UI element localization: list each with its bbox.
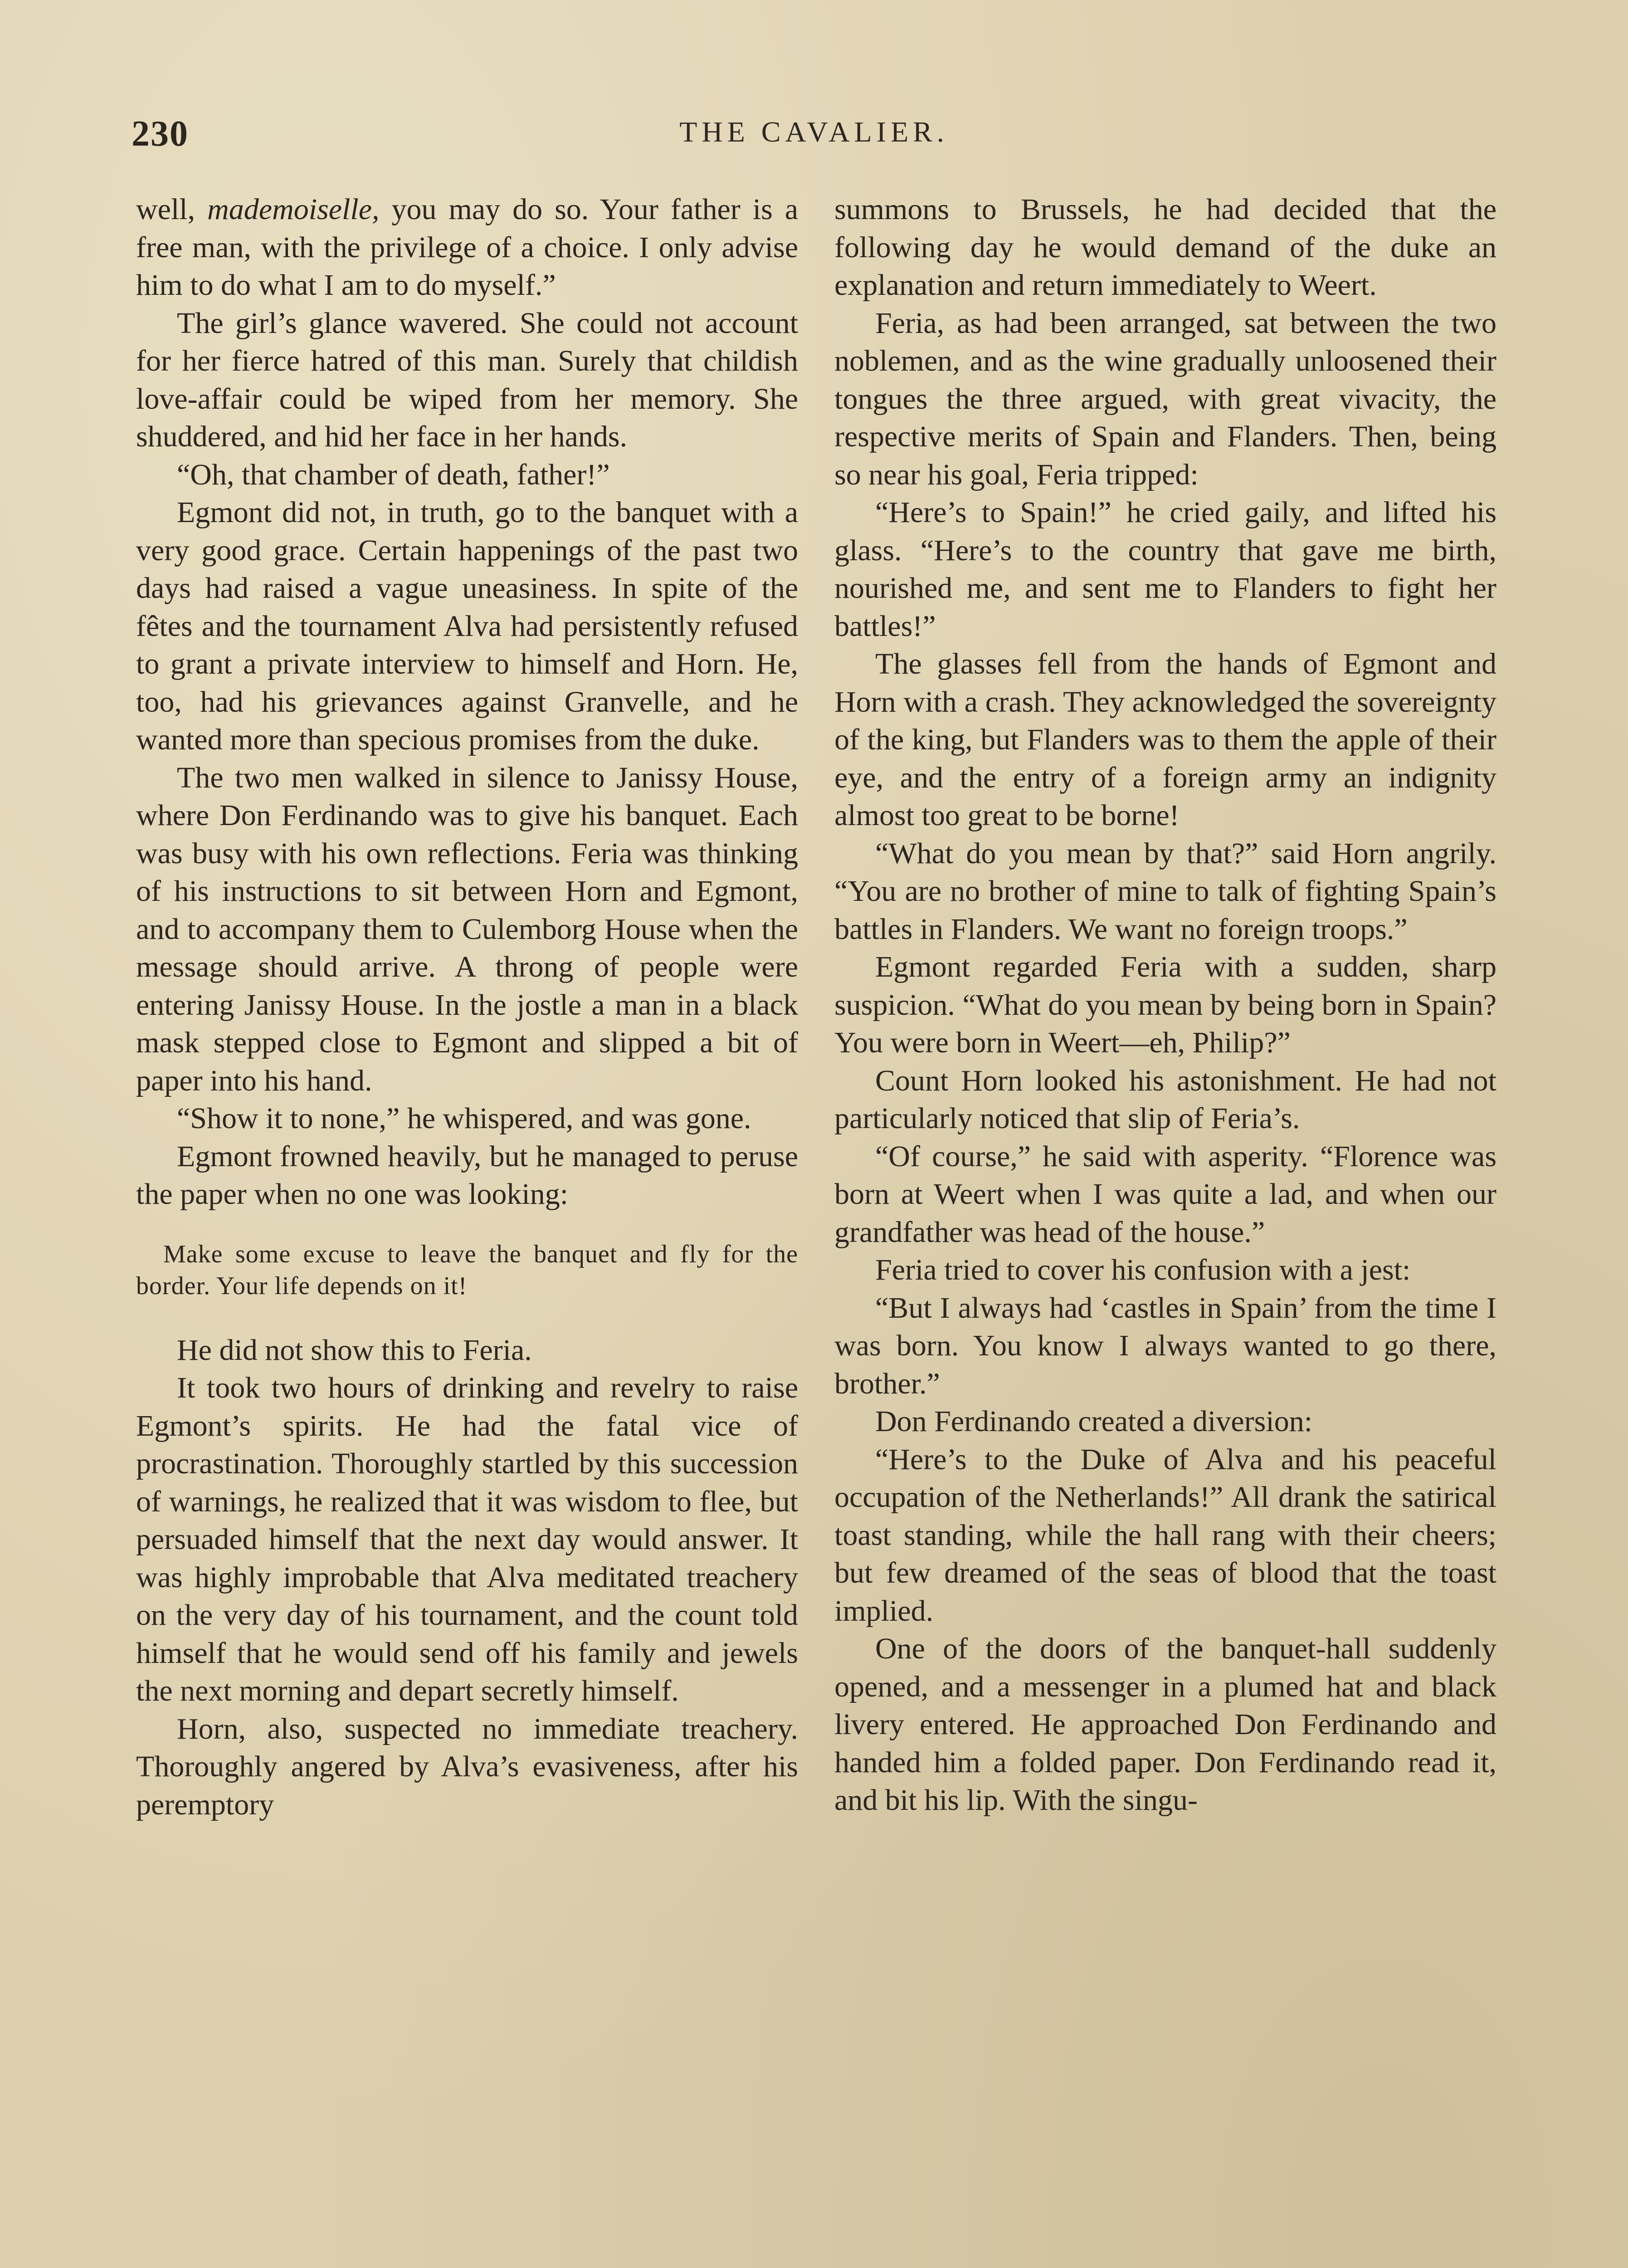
paragraph: Count Horn looked his astonishment. He had not particularly noticed that slip of Feria’s. [834,1064,1496,1135]
paragraph: Egmont did not, in truth, go to the banquet with a very good grace. Certain happenings of the past two days had raised a vague uneasiness. In spite of the fêtes and the tournament Alva had persistently refused to grant a private interview to himself and Horn. He, too, had his grievances against Granvelle, and he wanted more than specious promises from the duke. [136,496,798,756]
paragraph-text: you may do so. Your father is a free man, with the privilege of a choice. I only advise him to do what I am to do myself.” [136,193,798,302]
paragraph: “Here’s to the Duke of Alva and his peaceful occupation of the Netherlands!” All drank the satirical toast standing, while the hall rang with their cheers; but few dreamed of the seas of blood that the toast implied. [834,1442,1496,1628]
paragraph: “But I always had ‘castles in Spain’ from the time I was born. You know I always wanted to go there, brother.” [834,1291,1496,1400]
warning-note: Make some excuse to leave the banquet and fly for the border. Your life depends on it! [136,1240,798,1300]
paragraph: He did not show this to Feria. [177,1333,532,1367]
paragraph: The glasses fell from the hands of Egmont and Horn with a crash. They acknowledged the sovereignty of the king, but Flanders was to them the apple of their eye, and the entry of a foreign army an indignity almost too great to be borne! [834,647,1496,832]
paragraph: “Show it to none,” he whispered, and was gone. [177,1102,751,1135]
paragraph-text: well, [136,193,208,226]
paragraph: Egmont regarded Feria with a sudden, sharp suspicion. “What do you mean by being born in Spain? You were born in Weert—eh, Philip?” [834,950,1496,1059]
paragraph: Horn, also, suspected no immediate treachery. Thoroughly angered by Alva’s evasiveness, after his peremptory [136,1712,798,1821]
emphasized-word: mademoiselle, [207,193,380,226]
running-title: THE CAVALIER. [679,116,949,148]
paragraph: Feria, as had been arranged, sat between the two noblemen, and as the wine gradually unloosened their tongues the three argued, with great vivacity, the respective merits of Spain and Flanders. Then, being so near his goal, Feria tripped: [834,306,1496,491]
paragraph: One of the doors of the banquet-hall suddenly opened, and a messenger in a plumed hat and black livery entered. He approached Don Ferdinando and handed him a folded paper. Don Ferdinando read it, and bit his lip. With the singu- [834,1632,1496,1817]
paragraph: The two men walked in silence to Janissy House, where Don Ferdinando was to give his banquet. Each was busy with his own reflections. Feria was thinking of his instructions to sit between Horn and Egmont, and to accompany them to Culemborg House when the message should arrive. A throng of people were entering Janissy House. In the jostle a man in a black mask stepped close to Egmont and slipped a bit of paper into his hand. [136,761,798,1097]
paragraph: Don Ferdinando created a diversion: [875,1405,1313,1438]
left-column [136,191,798,1823]
page-number: 230 [132,114,189,154]
paragraph: summons to Brussels, he had decided that the following day he would demand of the duke an explanation and return immediately to Weert. [834,193,1496,302]
page-header [132,113,1496,163]
paragraph: “Of course,” he said with asperity. “Florence was born at Weert when I was quite a lad, and when our grandfather was head of the house.” [834,1139,1496,1249]
right-column [834,191,1496,1819]
paragraph: “What do you mean by that?” said Horn angrily. “You are no brother of mine to talk of fighting Spain’s battles in Flanders. We want no foreign troops.” [834,836,1496,946]
paragraph: “Here’s to Spain!” he cried gaily, and lifted his glass. “Here’s to the country that gave me birth, nourished me, and sent me to Flanders to fight her battles!” [834,496,1496,643]
paragraph: “Oh, that chamber of death, father!” [177,458,610,491]
paragraph: Egmont frowned heavily, but he managed to peruse the paper when no one was looking: [136,1139,798,1211]
paragraph: The girl’s glance wavered. She could not account for her fierce hatred of this man. Surely that childish love-affair could be wiped from her memory. She shuddered, and hid her face in her hands. [136,306,798,453]
paragraph: Feria tried to cover his confusion with a jest: [875,1253,1411,1286]
paragraph [136,191,798,304]
paragraph: It took two hours of drinking and revelry to raise Egmont’s spirits. He had the fatal vice of procrastination. Thoroughly startled by this succession of warnings, he realized that it was wisdom to flee, but persuaded himself that the next day would answer. It was highly improbable that Alva meditated treachery on the very day of his tournament, and the count told himself that he would send off his family and jewels the next morning and depart secretly himself. [136,1371,798,1707]
